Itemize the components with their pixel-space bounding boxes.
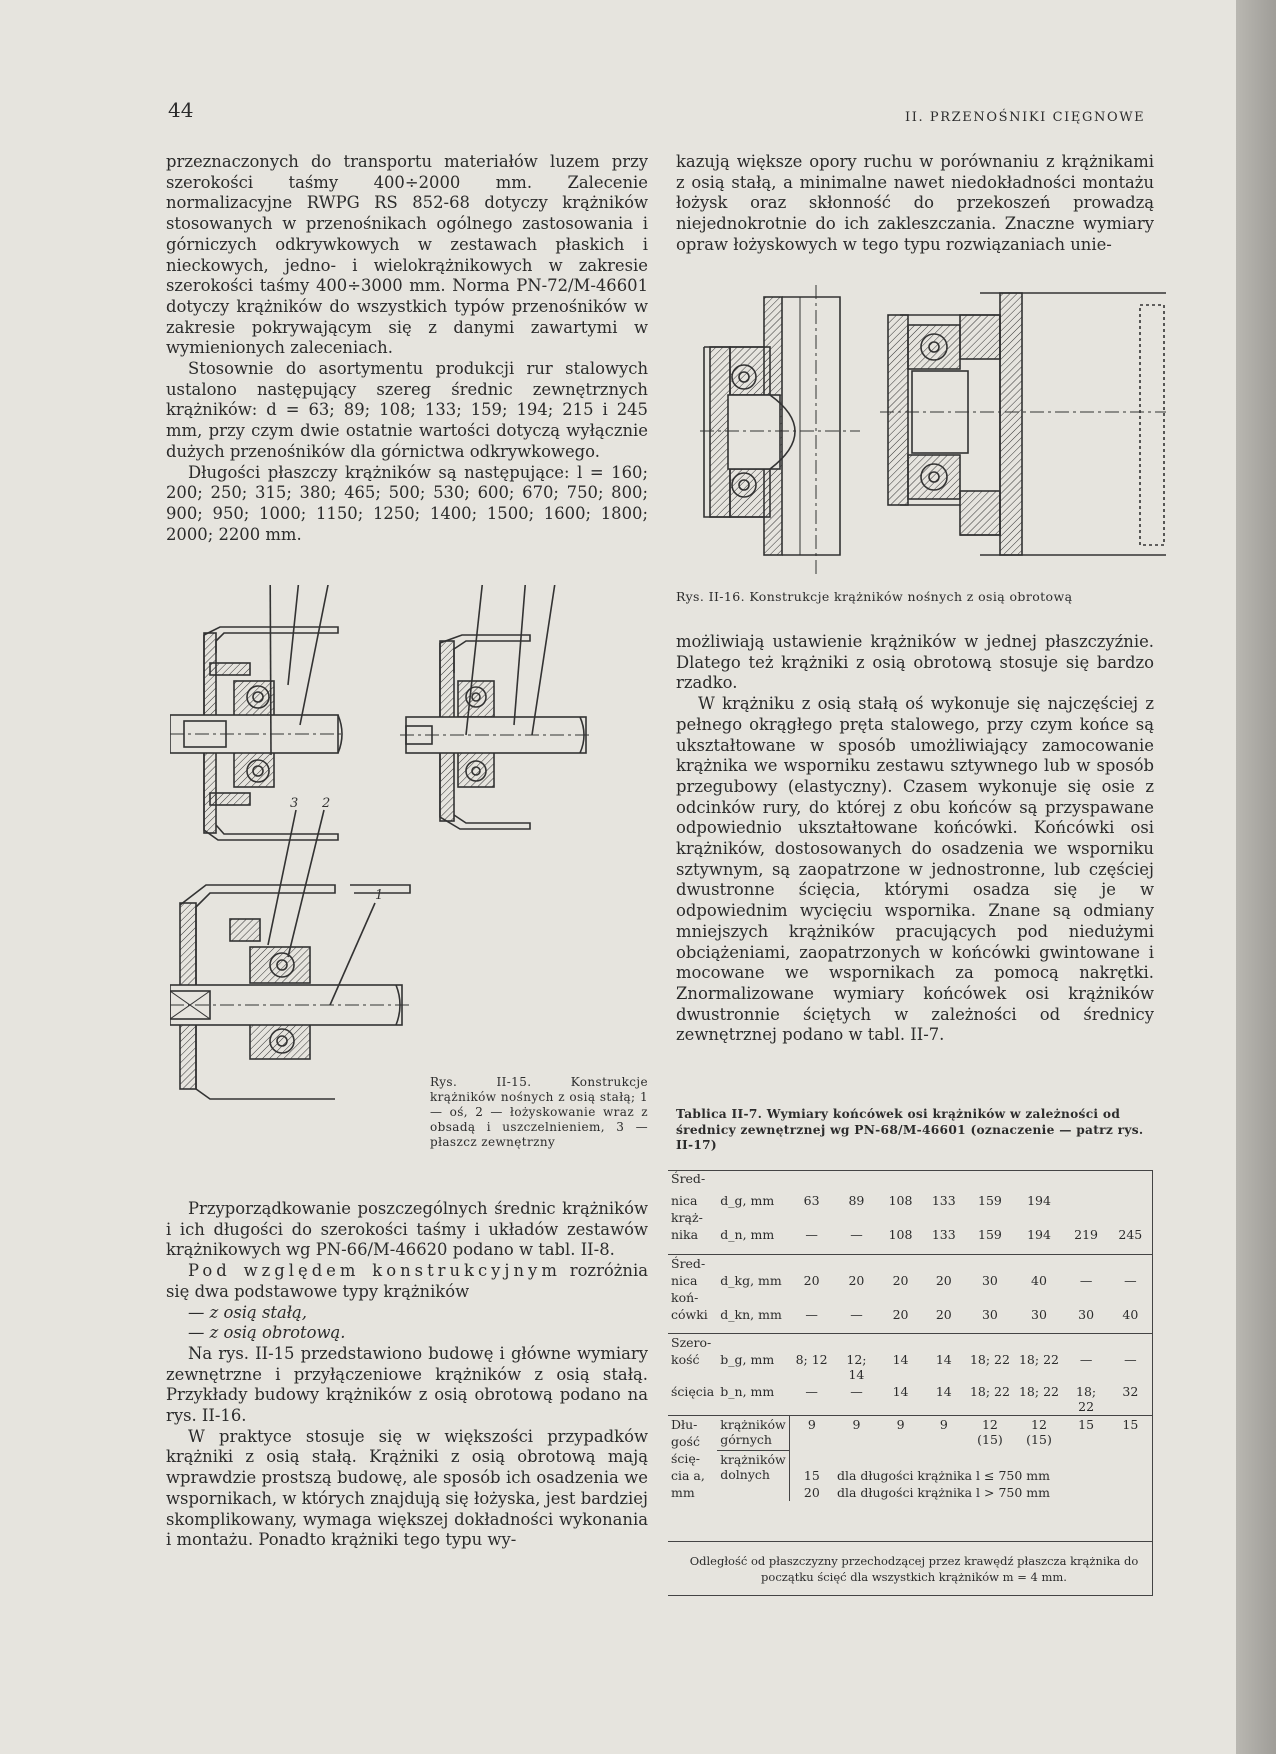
cell: 108 (888, 1193, 913, 1208)
table-row (668, 1306, 1152, 1334)
cell: — (1124, 1272, 1137, 1288)
fig-label: 3 (290, 796, 299, 811)
list-item: — z osią obrotową. (188, 1323, 346, 1343)
cell: — (805, 1384, 818, 1399)
cell: d_g, mm (720, 1193, 775, 1208)
cell: 18; 22 (1076, 1384, 1097, 1414)
fig-label: 1 (375, 888, 384, 903)
cell: 219 (1074, 1227, 1099, 1242)
cell: — (1079, 1272, 1093, 1288)
cell: nica (671, 1272, 698, 1288)
cell: b_n, mm (720, 1384, 775, 1399)
cell: b_g, mm (720, 1352, 775, 1367)
cell: krążników dolnych (717, 1450, 789, 1501)
cell: 8; 12 (795, 1352, 828, 1367)
cell: 63 (803, 1193, 820, 1208)
cell: 30 (981, 1306, 998, 1322)
cell: 14 (935, 1352, 952, 1367)
table-divider (668, 1541, 1152, 1542)
cell: dla długości krążnika l > 750 mm (836, 1485, 1051, 1500)
paragraph (166, 1261, 648, 1302)
cell: 20 (892, 1306, 909, 1322)
paragraph: W krążniku z osią stałą oś wykonuje się najczęściej z pełnego okrągłego pręta stalowego, przy czym końce są ukształtowane w sposób umożliwiający zamocowanie krążnika we wsporniku zestawu sztywnego lub w sposób przegubowy (elastyczny). Czasem wykonuje się osie z odcinków rury, do której z obu końców są przyspawane odpowiednio ukształtowane końcówki. Końcówki osi krążników, dostosowanych do osadzenia we wsporniku sztywnym, są zaopatrzone w jednostronne, lub częściej dwustronne ścięcia, którymi osadza się je w odpowiednim wycięciu wspornika. Znane są odmiany mniejszych krążników pracujących pod niedużymi obciążeniami, zaopatrzonych w końcówki gwintowane i mocowane we wspornikach za pomocą nakrętki. Znormalizowane wymiary końcówek osi krążników dwustronnie ściętych w zależności od średnicy zewnętrznej podano w tabl. II-7. (676, 694, 1154, 1045)
paragraph: kazują większe opory ruchu w porównaniu z krążnikami z osią stałą, a minimalne nawet niedokładności montażu łożysk oraz skłonność do przekoszeń prowadzą niejednokrotnie do ich zakleszczania. Znaczne wymiary opraw łożyskowych w tego typu rozwiązaniach unie- (676, 152, 1154, 254)
cell (1109, 1192, 1152, 1209)
cell: dla długości krążnika l ≤ 750 mm (836, 1468, 1051, 1483)
cell: mm (671, 1485, 695, 1500)
cell: cia a, (671, 1468, 705, 1483)
cell: 18; 22 (1018, 1384, 1059, 1399)
cell: 133 (931, 1227, 956, 1242)
right-column-middle (676, 632, 1154, 1046)
paragraph: Na rys. II-15 przedstawiono budowę i główne wymiary zewnętrzne i przyłączeniowe krążników z osią stałą. Przykłady budowy krążników z osią obrotową podano na rys. II-16. (166, 1343, 648, 1426)
table-row (668, 1209, 1152, 1226)
cell: d_n, mm (720, 1227, 775, 1242)
cell: Śred- (668, 1254, 717, 1272)
cell: 159 (978, 1193, 1002, 1208)
figure-ii-15-caption: Rys. II-15. Konstrukcje krążników nośnych z osią stałą; 1 — oś, 2 — łożyskowanie wraz z obsadą i uszczelnieniem, 3 — płaszcz zewnętrzny (430, 1075, 648, 1149)
table-note: Odległość od płaszczyzny przechodzącej przez krawędź płaszcza krążnika do początku ścięć dla wszystkich krążników m = 4 mm. (689, 1554, 1139, 1584)
cell: 245 (1118, 1227, 1143, 1242)
cell: 20 (935, 1306, 952, 1322)
cell: d_kg, mm (720, 1272, 782, 1288)
figure-ii-16-drawing (700, 285, 1170, 575)
figure-ii-16-caption: Rys. II-16. Konstrukcje krążników nośnych z osią obrotową (676, 589, 1073, 604)
table-row (668, 1192, 1152, 1209)
cell: 9 (789, 1416, 834, 1451)
table-row (668, 1334, 1152, 1352)
table-row (668, 1272, 1152, 1289)
running-head: II. PRZENOŚNIKI CIĘGNOWE (905, 110, 1146, 125)
cell: 108 (888, 1227, 913, 1242)
cell: nika (671, 1227, 699, 1242)
left-column-bottom (166, 1199, 648, 1551)
cell: 30 (981, 1272, 998, 1288)
cell: kość (671, 1352, 700, 1367)
table-row (668, 1254, 1152, 1272)
cell: gość (671, 1434, 700, 1449)
right-column-top (676, 152, 1154, 256)
figure-ii-15-drawing (170, 585, 640, 1105)
left-column-top (166, 152, 648, 545)
spaced-emphasis: Pod względem konstrukcyjnym (188, 1261, 561, 1281)
cell: — (1124, 1352, 1137, 1367)
cell: 9 (879, 1416, 922, 1451)
cell: 30 (1078, 1306, 1095, 1322)
table-row (668, 1450, 1152, 1467)
paragraph: Stosownie do asortymentu produkcji rur stalowych ustalono następujący szereg średnic zewnętrznych krążników: d = 63; 89; 108; 133; 159; 194; 215 i 245 mm, przy czym dwie ostatnie wartości dotyczą wyłącznie dużych przenośników dla górnictwa odkrywkowego. (166, 359, 648, 461)
cell: 159 (978, 1227, 1002, 1242)
cell: ścięcia (671, 1384, 715, 1399)
cell: 20 (935, 1272, 952, 1288)
cell: 20 (803, 1485, 820, 1500)
cell: 15 (803, 1468, 820, 1483)
paragraph: W praktyce stosuje się w większości przypadków krążniki z osią stałą. Krążniki z osią obrotową mają wprawdzie prostszą budowę, ale sposób ich osadzenia we wspornikach, w których znajdują się łożyska, jest bardziej skomplikowany, wymaga większej dokładności wykonania i montażu. Ponadto krążniki tego typu wy- (166, 1426, 648, 1550)
fig-label: 2 (322, 796, 331, 811)
cell: 18; 22 (969, 1384, 1010, 1399)
cell: 18; 22 (1018, 1352, 1059, 1367)
cell: 12 (15) (965, 1416, 1014, 1451)
paragraph: Przyporządkowanie poszczególnych średnic krążników i ich długości do szerokości taśmy i układów zestawów krążnikowych wg PN-66/M-46620 podano w tabl. II-8. (166, 1199, 648, 1260)
cell: 20 (892, 1272, 909, 1288)
cell: Śred- (671, 1171, 706, 1186)
table-row (668, 1289, 1152, 1306)
paragraph: przeznaczonych do transportu materiałów luzem przy szerokości taśmy 400÷2000 mm. Zalecenie normalizacyjne RWPG RS 852-68 dotyczy krążników stosowanych w przenośnikach ogólnego zastosowania i górniczych odkrywkowych w zestawach płaskich i nieckowych, jedno- i wielokrążnikowych w zakresie szerokości taśmy 400÷3000 mm. Norma PN-72/M-46601 dotyczy krążników do wszystkich typów przenośników w zakresie pokrywającym się z danymi zawartymi w wymienionych zaleceniach. (166, 152, 648, 358)
page-number: 44 (168, 98, 194, 122)
cell: 15 (1109, 1416, 1152, 1451)
cell: ścię- (671, 1451, 701, 1466)
cell: 9 (834, 1416, 879, 1451)
cell: 20 (848, 1272, 865, 1288)
cell: 14 (935, 1384, 952, 1399)
cell: cówki (671, 1306, 708, 1322)
cell: 194 (1027, 1227, 1051, 1242)
cell: nica (671, 1193, 698, 1208)
cell: 30 (1031, 1306, 1047, 1322)
cell: 15 (1064, 1416, 1109, 1451)
paragraph-rest: rozróżnia się dwa podstawowe typy krążników (166, 1261, 648, 1301)
table-caption: Tablica II-7. Wymiary końcówek osi krążników w zależności od średnicy zewnętrznej wg PN-68/M-46601 (oznaczenie — patrz rys. II-17) (676, 1107, 1144, 1152)
cell: 20 (803, 1272, 820, 1288)
table-row (668, 1226, 1152, 1254)
cell: d_kn, mm (720, 1306, 782, 1322)
cell: — (1079, 1352, 1093, 1367)
cell: 133 (931, 1193, 956, 1208)
cell: 194 (1027, 1193, 1051, 1208)
cell: 12; 14 (846, 1352, 867, 1382)
cell: Dłu- (668, 1416, 717, 1434)
cell: 40 (1122, 1306, 1139, 1322)
table-row (668, 1383, 1152, 1416)
table-ii-7 (668, 1170, 1152, 1501)
cell: 40 (1031, 1272, 1047, 1288)
cell: 9 (922, 1416, 965, 1451)
table-row (668, 1170, 1152, 1192)
cell: — (850, 1306, 863, 1322)
cell: 32 (1122, 1384, 1139, 1399)
cell: krążników górnych (717, 1416, 789, 1451)
paragraph: możliwiają ustawienie krążników w jednej płaszczyźnie. Dlatego też krążniki z osią obrotową stosuje się bardzo rzadko. (676, 632, 1154, 693)
cell: koń- (671, 1289, 699, 1305)
book-edge (1236, 0, 1276, 1754)
cell: — (805, 1306, 818, 1322)
cell: 14 (892, 1352, 909, 1367)
cell: 18; 22 (969, 1352, 1010, 1367)
cell: — (850, 1384, 863, 1399)
cell: 89 (848, 1193, 865, 1208)
cell (1064, 1192, 1109, 1209)
list-item: — z osią stałą, (188, 1302, 308, 1322)
cell: — (850, 1227, 863, 1242)
paragraph: Długości płaszczy krążników są następujące: l = 160; 200; 250; 315; 380; 465; 500; 530; 600; 670; 750; 800; 900; 950; 1000; 1150; 1250; 1400; 1500; 1600; 1800; 2000; 2200 mm. (166, 462, 648, 544)
cell: Szero- (668, 1334, 717, 1352)
cell: 14 (892, 1384, 909, 1399)
cell: — (805, 1227, 818, 1242)
table-row (668, 1416, 1152, 1434)
cell: 12 (15) (1014, 1416, 1063, 1451)
cell: krąż- (671, 1210, 703, 1225)
table-row (668, 1351, 1152, 1383)
